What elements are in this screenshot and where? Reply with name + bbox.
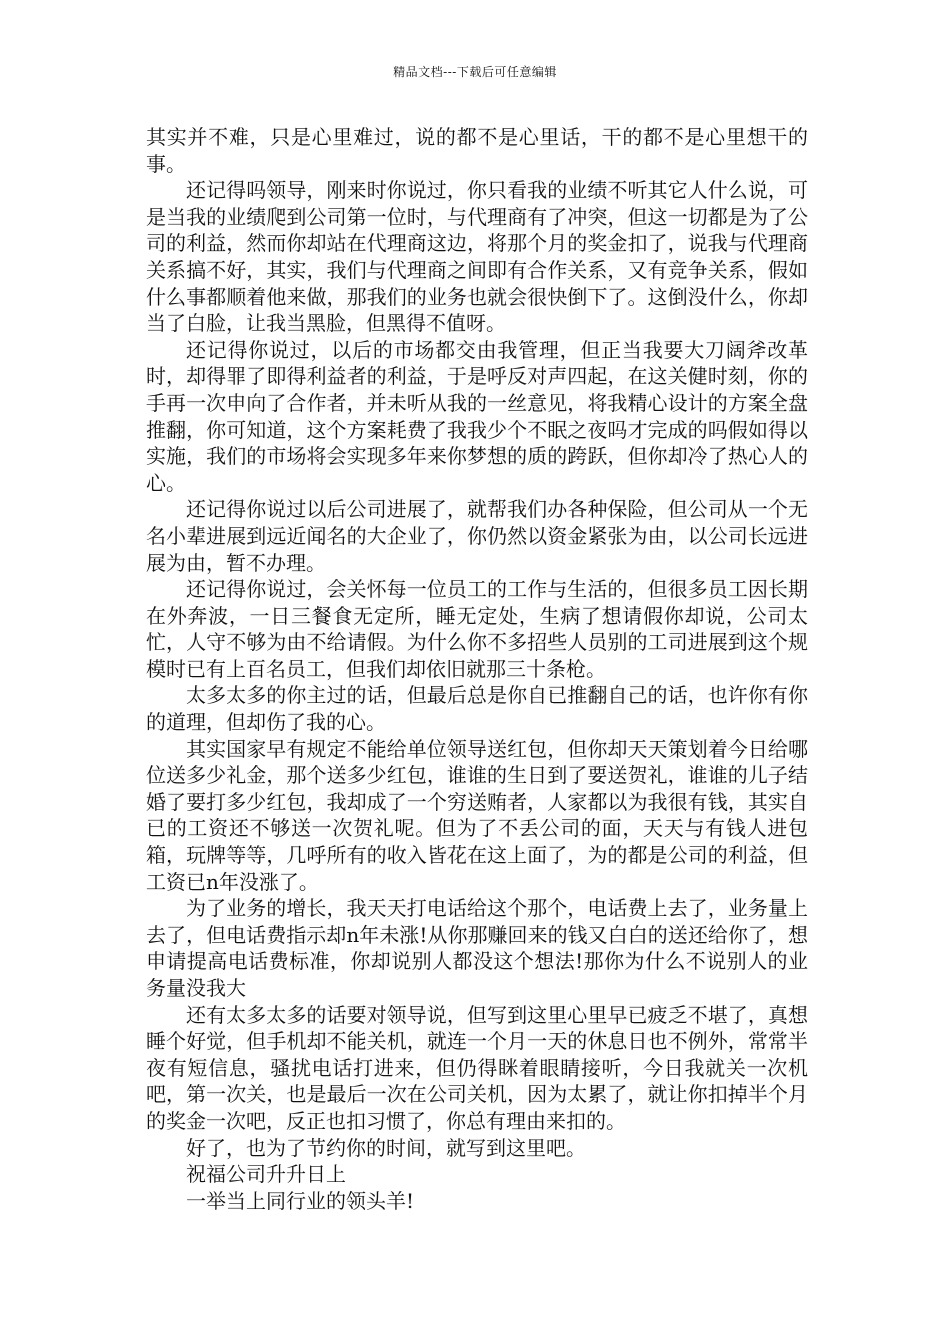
page-header: 精品文档---下载后可任意编辑 <box>393 65 557 79</box>
paragraph: 太多太多的你主过的话，但最后总是你自已推翻自己的话，也许你有你的道理，但却伤了我的心。 <box>146 683 808 735</box>
paragraph: 其实并不难，只是心里难过，说的都不是心里话，干的都不是心里想干的事。 <box>146 125 808 176</box>
closing-line: 好了，也为了节约你的时间，就写到这里吧。 <box>186 1135 586 1160</box>
closing-line: 祝福公司升升日上 <box>186 1162 346 1187</box>
paragraph: 为了业务的增长，我天天打电话给这个那个，电话费上去了，业务量上去了，但电话费指示却n年未涨!从你那赚回来的钱又白白的送还给你了，想申请提高电话费标准，你却说别人都没这个想法!那你为什么不说别人的业务量没我大 <box>146 896 808 1000</box>
paragraph: 还记得你说过，以后的市场都交由我管理，但正当我要大刀阔斧改革时，却得罪了即得利益者的利益，于是呼反对声四起，在这关健时刻，你的手再一次申向了合作者，并未听从我的一丝意见，将我精心设计的方案全盘推翻，你可知道，这个方案耗费了我我少个不眠之夜吗才完成的吗假如得以实施，我们的市场将会实现多年来你梦想的质的跨跃，但你却冷了热心人的心。 <box>146 337 808 495</box>
closing-line: 一举当上同行业的领头羊! <box>186 1188 415 1213</box>
paragraph: 还记得你说过以后公司进展了，就帮我们办各种保险，但公司从一个无名小辈进展到远近闻名的大企业了，你仍然以资金紧张为由，以公司长远进展为由，暂不办理。 <box>146 497 808 575</box>
paragraph: 还记得吗领导，刚来时你说过，你只看我的业绩不听其它人什么说，可是当我的业绩爬到公司第一位时，与代理商有了冲突，但这一切都是为了公司的利益，然而你却站在代理商这边，将那个月的奖金扣了，说我与代理商关系搞不好，其实，我们与代理商之间即有合作关系，又有竞争关系，假如什么事都顺着他来做，那我们的业务也就会很快倒下了。这倒没什么，你却当了白脸，让我当黑脸，但黑得不值呀。 <box>146 178 808 336</box>
document-body <box>146 124 808 1214</box>
paragraph: 还有太多太多的话要对领导说，但写到这里心里早已疲乏不堪了，真想睡个好觉，但手机却不能关机，就连一个月一天的休息日也不例外，常常半夜有短信息，骚扰电话打进来，但仍得眯着眼睛接听，今日我就关一次机吧，第一次关，也是最后一次在公司关机，因为太累了，就让你扣掉半个月的奖金一次吧，反正也扣习惯了，你总有理由来扣的。 <box>146 1002 808 1133</box>
paragraph: 还记得你说过，会关怀每一位员工的工作与生活的，但很多员工因长期在外奔波，一日三餐食无定所，睡无定处，生病了想请假你却说，公司太忙，人守不够为由不给请假。为什么你不多招些人员别的工司进展到这个规模时已有上百名员工，但我们却依旧就那三十条枪。 <box>146 577 808 681</box>
paragraph: 其实国家早有规定不能给单位领导送红包，但你却天天策划着今日给哪位送多少礼金，那个送多少红包，谁谁的生日到了要送贺礼，谁谁的儿子结婚了要打多少红包，我却成了一个穷送贿者，人家都以为我很有钱，其实自已的工资还不够送一次贺礼呢。但为了不丢公司的面，天天与有钱人进包箱，玩牌等等，几呼所有的收入皆花在这上面了，为的都是公司的利益，但工资已n年没涨了。 <box>146 736 808 894</box>
